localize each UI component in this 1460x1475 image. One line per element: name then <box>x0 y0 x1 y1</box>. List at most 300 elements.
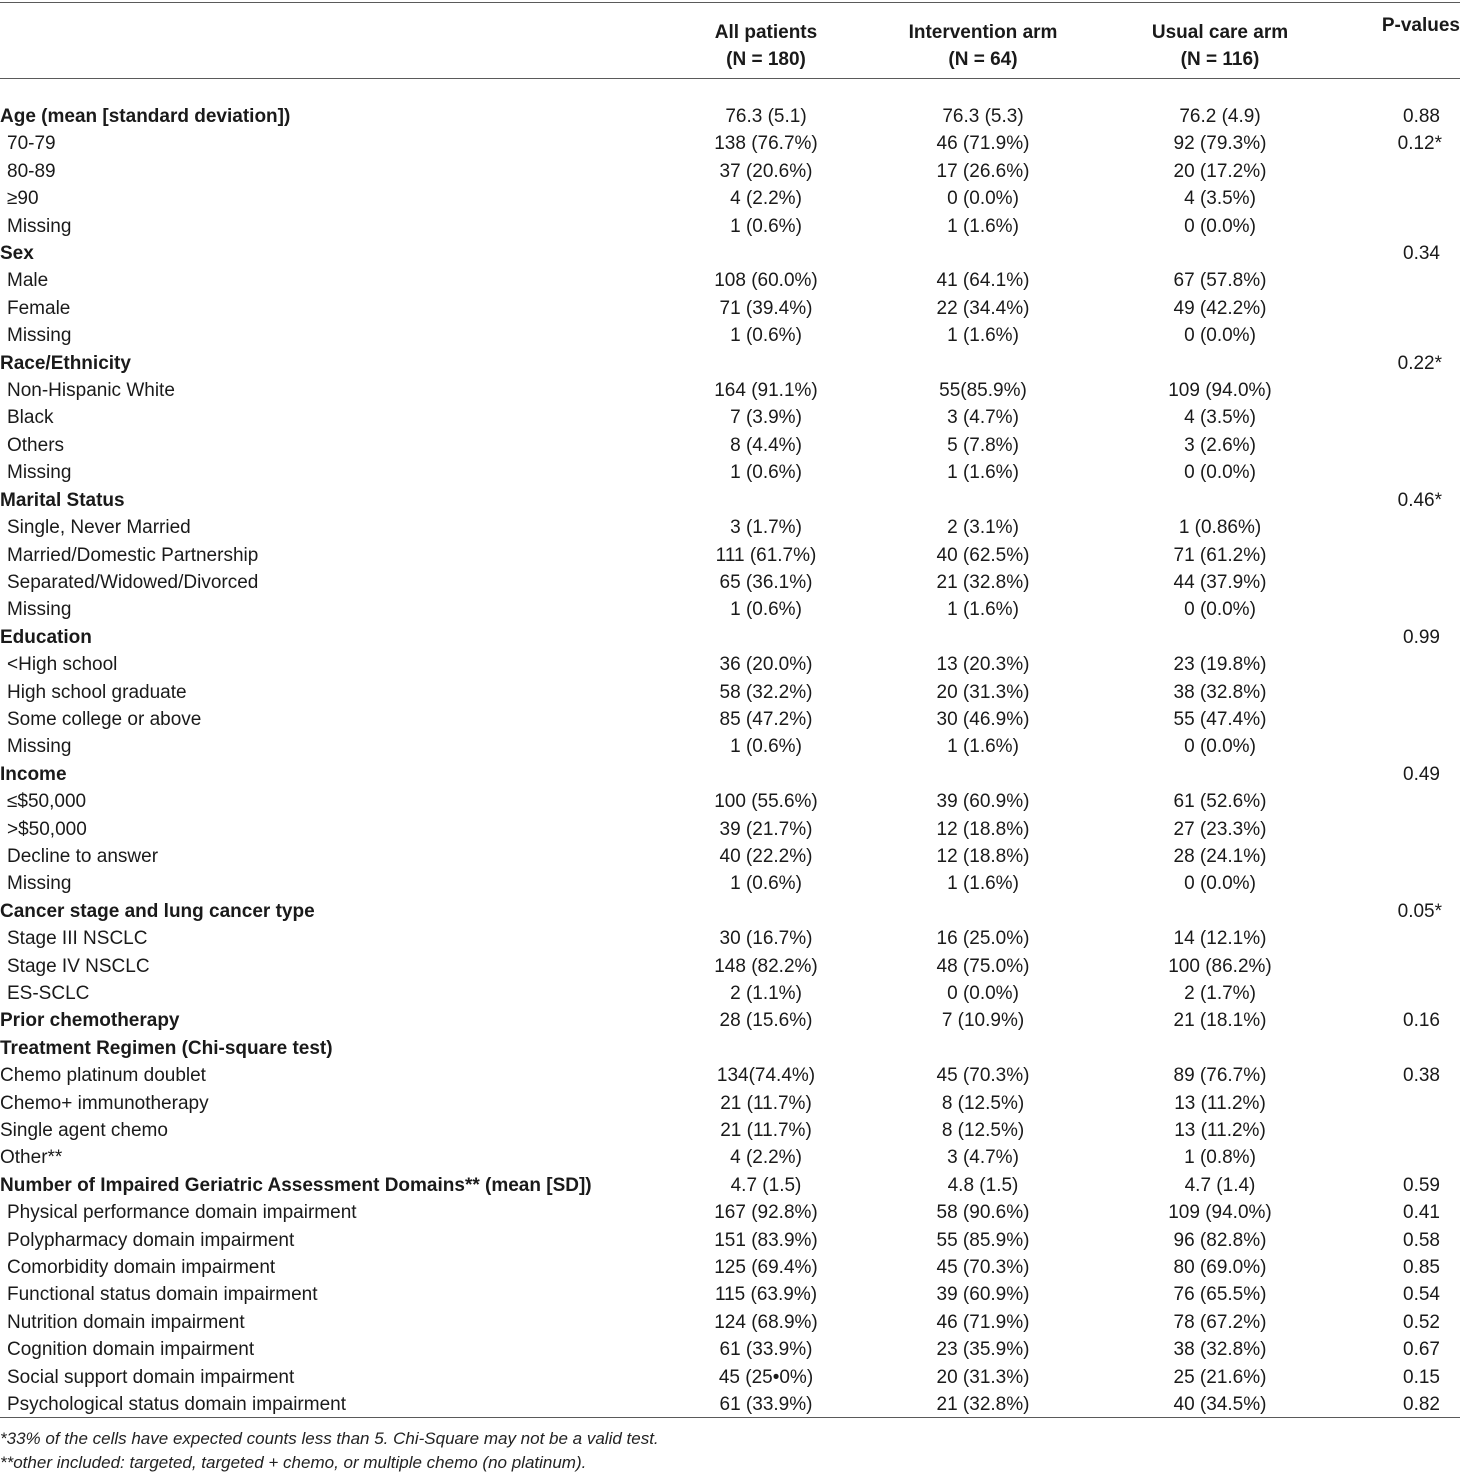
cell-all-patients: 58 (32.2%) <box>719 681 813 703</box>
row-label: Married/Domestic Partnership <box>7 544 259 566</box>
cell-all-patients: 108 (60.0%) <box>714 270 818 292</box>
cell-usual-care-arm: 20 (17.2%) <box>1173 160 1267 182</box>
cell-usual-care-arm: 89 (76.7%) <box>1173 1065 1267 1087</box>
row-label: Male <box>7 270 49 292</box>
cell-usual-care-arm: 1 (0.8%) <box>1184 1147 1256 1169</box>
row-label: Marital Status <box>0 489 125 511</box>
row-label: Missing <box>7 325 72 347</box>
cell-usual-care-arm: 13 (11.2%) <box>1174 1092 1266 1114</box>
cell-intervention-arm <box>877 1035 1089 1062</box>
table-row <box>0 267 1460 294</box>
cell-intervention-arm: 2 (3.1%) <box>947 517 1019 539</box>
cell-p-value <box>1351 816 1460 843</box>
table-row <box>0 459 1460 486</box>
cell-usual-care-arm: 71 (61.2%) <box>1173 544 1267 566</box>
cell-all-patients: 1 (0.6%) <box>730 736 802 758</box>
table-group-row <box>0 624 1460 651</box>
cell-usual-care-arm: 76.2 (4.9) <box>1179 106 1261 127</box>
cell-all-patients: 4 (2.2%) <box>730 1147 802 1169</box>
cell-all-patients <box>655 1035 877 1062</box>
header-intervention-arm-n: (N = 64) <box>948 48 1018 70</box>
table-row <box>0 1281 1460 1308</box>
cell-p-value: 0.54 <box>1403 1284 1440 1306</box>
cell-p-value: 0.67 <box>1403 1339 1440 1361</box>
cell-usual-care-arm: 4 (3.5%) <box>1184 188 1256 210</box>
cell-usual-care-arm: 0 (0.0%) <box>1184 215 1256 237</box>
cell-all-patients <box>655 487 877 514</box>
row-label: Some college or above <box>7 708 202 730</box>
table-row <box>0 1117 1460 1144</box>
cell-p-value <box>1351 267 1460 294</box>
cell-usual-care-arm: 25 (21.6%) <box>1173 1366 1267 1388</box>
cell-all-patients: 3 (1.7%) <box>730 517 802 539</box>
cell-usual-care-arm: 76 (65.5%) <box>1173 1284 1267 1306</box>
cell-all-patients: 167 (92.8%) <box>714 1202 818 1224</box>
table-row <box>0 185 1460 212</box>
row-label: Chemo platinum doublet <box>0 1065 206 1087</box>
cell-intervention-arm: 12 (18.8%) <box>936 845 1030 867</box>
header-usual-care-arm-title: Usual care arm <box>1151 21 1289 43</box>
cell-all-patients: 100 (55.6%) <box>714 791 818 813</box>
cell-all-patients: 7 (3.9%) <box>730 407 802 429</box>
cell-usual-care-arm: 28 (24.1%) <box>1173 845 1267 867</box>
table-group-row <box>0 240 1460 267</box>
cell-all-patients: 111 (61.7%) <box>715 544 817 566</box>
cell-all-patients: 1 (0.6%) <box>730 215 802 237</box>
cell-usual-care-arm: 27 (23.3%) <box>1173 818 1267 840</box>
cell-usual-care-arm <box>1089 487 1351 514</box>
table-row <box>0 843 1460 870</box>
table-row <box>0 404 1460 431</box>
table-group-row <box>0 91 1460 130</box>
cell-usual-care-arm: 4 (3.5%) <box>1184 407 1256 429</box>
cell-usual-care-arm: 38 (32.8%) <box>1173 681 1267 703</box>
row-label: ≥90 <box>7 188 39 210</box>
row-label: Stage III NSCLC <box>7 928 148 950</box>
row-label: Psychological status domain impairment <box>7 1394 346 1416</box>
row-label: Age (mean [standard deviation]) <box>0 106 291 127</box>
table-row <box>0 816 1460 843</box>
cell-all-patients: 85 (47.2%) <box>719 708 813 730</box>
header-p-values-title: P-values <box>1381 15 1460 36</box>
cell-intervention-arm: 7 (10.9%) <box>941 1010 1025 1032</box>
footnote-chi-square: *33% of the cells have expected counts less than 5. Chi-Square may not be a valid test. <box>0 1429 659 1448</box>
cell-all-patients: 21 (11.7%) <box>720 1092 812 1114</box>
cell-p-value <box>1351 733 1460 760</box>
table-row <box>0 514 1460 541</box>
table-body <box>0 91 1460 1419</box>
cell-p-value: 0.46* <box>1397 489 1442 511</box>
cell-all-patients: 30 (16.7%) <box>719 928 813 950</box>
row-label: Chemo+ immunotherapy <box>0 1092 209 1114</box>
cell-p-value <box>1351 679 1460 706</box>
cell-intervention-arm: 41 (64.1%) <box>936 270 1030 292</box>
cell-all-patients <box>655 898 877 925</box>
cell-all-patients: 71 (39.4%) <box>719 297 813 319</box>
row-label: Separated/Widowed/Divorced <box>7 571 259 593</box>
cell-p-value <box>1351 514 1460 541</box>
cell-intervention-arm: 30 (46.9%) <box>936 708 1030 730</box>
cell-intervention-arm: 21 (32.8%) <box>936 571 1030 593</box>
cell-usual-care-arm: 2 (1.7%) <box>1184 983 1256 1004</box>
cell-intervention-arm: 45 (70.3%) <box>936 1257 1030 1279</box>
cell-intervention-arm: 1 (1.6%) <box>947 462 1019 484</box>
cell-usual-care-arm: 3 (2.6%) <box>1184 434 1256 456</box>
table-row <box>0 1090 1460 1117</box>
cell-usual-care-arm <box>1089 350 1351 377</box>
cell-p-value <box>1351 1144 1460 1171</box>
cell-intervention-arm: 23 (35.9%) <box>936 1339 1030 1361</box>
cell-usual-care-arm: 100 (86.2%) <box>1168 955 1272 977</box>
table-group-row <box>0 1007 1460 1034</box>
cell-p-value <box>1351 706 1460 733</box>
cell-p-value <box>1351 1117 1460 1144</box>
row-label: ≤$50,000 <box>7 791 87 813</box>
cell-usual-care-arm: 49 (42.2%) <box>1173 297 1267 319</box>
cell-intervention-arm: 1 (1.6%) <box>947 873 1019 895</box>
cell-intervention-arm <box>877 240 1089 267</box>
row-label: Black <box>7 407 54 429</box>
row-label: Cognition domain impairment <box>7 1339 255 1361</box>
cell-usual-care-arm <box>1089 240 1351 267</box>
row-label: Non-Hispanic White <box>7 380 175 402</box>
table-row <box>0 679 1460 706</box>
cell-all-patients: 134(74.4%) <box>716 1065 816 1087</box>
table-row <box>0 1199 1460 1226</box>
cell-intervention-arm: 22 (34.4%) <box>936 297 1030 319</box>
cell-intervention-arm: 16 (25.0%) <box>936 928 1030 950</box>
cell-all-patients: 138 (76.7%) <box>714 133 818 155</box>
cell-intervention-arm <box>877 487 1089 514</box>
cell-p-value: 0.85 <box>1403 1257 1440 1279</box>
row-label: Race/Ethnicity <box>0 352 131 374</box>
row-label: Comorbidity domain impairment <box>7 1257 276 1279</box>
cell-usual-care-arm: 1 (0.86%) <box>1178 517 1262 539</box>
table-row <box>0 1336 1460 1363</box>
cell-p-value <box>1351 158 1460 185</box>
cell-usual-care-arm: 0 (0.0%) <box>1184 599 1256 621</box>
row-label: Female <box>7 297 71 319</box>
cell-intervention-arm: 55(85.9%) <box>939 380 1027 402</box>
cell-intervention-arm: 39 (60.9%) <box>936 1284 1030 1306</box>
cell-all-patients: 4.7 (1.5) <box>730 1174 802 1196</box>
cell-all-patients: 37 (20.6%) <box>719 160 813 182</box>
cell-usual-care-arm: 61 (52.6%) <box>1173 791 1267 813</box>
cell-all-patients: 164 (91.1%) <box>714 380 818 402</box>
cell-usual-care-arm: 92 (79.3%) <box>1173 133 1267 155</box>
cell-p-value <box>1351 569 1460 596</box>
cell-intervention-arm <box>877 761 1089 788</box>
cell-usual-care-arm: 80 (69.0%) <box>1173 1257 1267 1279</box>
cell-p-value <box>1351 459 1460 486</box>
cell-all-patients: 1 (0.6%) <box>730 599 802 621</box>
cell-p-value <box>1351 980 1460 1007</box>
row-label: Functional status domain impairment <box>7 1284 318 1306</box>
table-row <box>0 596 1460 623</box>
cell-all-patients: 76.3 (5.1) <box>725 106 807 127</box>
row-label: Nutrition domain impairment <box>7 1311 245 1333</box>
header-all-patients <box>655 0 877 91</box>
cell-p-value: 0.22* <box>1397 352 1442 374</box>
cell-intervention-arm: 46 (71.9%) <box>936 133 1030 155</box>
table-header <box>0 0 1460 91</box>
cell-p-value <box>1351 925 1460 952</box>
cell-all-patients: 21 (11.7%) <box>720 1120 812 1142</box>
cell-intervention-arm: 5 (7.8%) <box>947 434 1019 456</box>
cell-all-patients: 28 (15.6%) <box>719 1010 813 1032</box>
cell-intervention-arm: 8 (12.5%) <box>941 1092 1025 1114</box>
cell-intervention-arm: 21 (32.8%) <box>936 1394 1030 1416</box>
table-row <box>0 651 1460 678</box>
cell-usual-care-arm <box>1089 1035 1351 1062</box>
header-label-column <box>0 0 655 91</box>
cell-all-patients: 61 (33.9%) <box>719 1394 813 1416</box>
table-row <box>0 706 1460 733</box>
row-label: Education <box>0 626 92 648</box>
cell-all-patients: 148 (82.2%) <box>714 955 818 977</box>
cell-p-value: 0.38 <box>1403 1065 1440 1087</box>
cell-intervention-arm: 4.8 (1.5) <box>947 1174 1019 1196</box>
cell-all-patients: 151 (83.9%) <box>714 1229 818 1251</box>
table-row <box>0 1364 1460 1391</box>
cell-intervention-arm: 8 (12.5%) <box>941 1120 1025 1142</box>
row-label: Missing <box>7 215 72 237</box>
table-row <box>0 569 1460 596</box>
cell-usual-care-arm: 0 (0.0%) <box>1184 873 1256 895</box>
cell-p-value: 0.49 <box>1403 763 1440 785</box>
row-label: 80-89 <box>7 160 56 182</box>
table-row <box>0 158 1460 185</box>
cell-usual-care-arm: 109 (94.0%) <box>1168 380 1272 402</box>
cell-intervention-arm: 0 (0.0%) <box>947 983 1019 1004</box>
cell-usual-care-arm: 44 (37.9%) <box>1173 571 1267 593</box>
table-row <box>0 213 1460 240</box>
cell-all-patients <box>655 240 877 267</box>
cell-all-patients: 61 (33.9%) <box>719 1339 813 1361</box>
table-row <box>0 1227 1460 1254</box>
cell-usual-care-arm: 0 (0.0%) <box>1184 325 1256 347</box>
cell-all-patients <box>655 761 877 788</box>
cell-usual-care-arm: 109 (94.0%) <box>1168 1202 1272 1224</box>
row-label: Other** <box>0 1147 63 1169</box>
table-row <box>0 788 1460 815</box>
cell-intervention-arm: 55 (85.9%) <box>936 1229 1030 1251</box>
row-label: Sex <box>0 243 34 265</box>
cell-intervention-arm: 46 (71.9%) <box>936 1311 1030 1333</box>
cell-usual-care-arm <box>1089 761 1351 788</box>
header-all-patients-title: All patients <box>714 21 818 43</box>
cell-intervention-arm: 20 (31.3%) <box>936 681 1030 703</box>
cell-all-patients: 45 (25•0%) <box>718 1366 814 1388</box>
cell-p-value <box>1351 870 1460 897</box>
cell-p-value <box>1351 432 1460 459</box>
row-label: Others <box>7 434 65 456</box>
cell-p-value: 0.59 <box>1403 1174 1440 1196</box>
cell-intervention-arm: 0 (0.0%) <box>947 188 1019 210</box>
table-group-row <box>0 898 1460 925</box>
cell-p-value <box>1351 404 1460 431</box>
row-label: Missing <box>7 462 72 484</box>
cell-p-value <box>1351 843 1460 870</box>
cell-p-value <box>1351 1035 1460 1062</box>
table-row <box>0 1391 1460 1418</box>
table-row <box>0 295 1460 322</box>
cell-p-value: 0.99 <box>1403 626 1440 648</box>
cell-usual-care-arm: 0 (0.0%) <box>1184 736 1256 758</box>
cell-p-value: 0.88 <box>1403 106 1440 127</box>
cell-usual-care-arm: 14 (12.1%) <box>1173 928 1267 950</box>
cell-usual-care-arm: 21 (18.1%) <box>1173 1010 1267 1032</box>
table-row <box>0 733 1460 760</box>
cell-p-value: 0.52 <box>1403 1311 1440 1333</box>
row-label: ES-SCLC <box>7 983 90 1004</box>
table-group-row <box>0 1035 1460 1062</box>
row-label: Number of Impaired Geriatric Assessment Domains** (mean [SD]) <box>0 1174 592 1196</box>
row-label: High school graduate <box>7 681 187 703</box>
cell-all-patients: 1 (0.6%) <box>730 873 802 895</box>
table-group-row <box>0 761 1460 788</box>
cell-intervention-arm: 1 (1.6%) <box>947 215 1019 237</box>
cell-usual-care-arm: 67 (57.8%) <box>1173 270 1267 292</box>
table-row <box>0 953 1460 980</box>
cell-intervention-arm: 76.3 (5.3) <box>942 106 1024 127</box>
cell-all-patients: 65 (36.1%) <box>719 571 813 593</box>
cell-usual-care-arm <box>1089 898 1351 925</box>
table-row <box>0 1309 1460 1336</box>
row-label: Single agent chemo <box>0 1120 168 1142</box>
table-row <box>0 432 1460 459</box>
cell-all-patients: 124 (68.9%) <box>714 1311 818 1333</box>
header-intervention-arm-title: Intervention arm <box>908 21 1058 43</box>
cell-intervention-arm: 17 (26.6%) <box>936 160 1030 182</box>
cell-intervention-arm <box>877 624 1089 651</box>
cell-all-patients: 1 (0.6%) <box>730 462 802 484</box>
cell-p-value <box>1351 213 1460 240</box>
cell-p-value <box>1351 953 1460 980</box>
cell-intervention-arm: 45 (70.3%) <box>936 1065 1030 1087</box>
cell-intervention-arm: 3 (4.7%) <box>947 1147 1019 1169</box>
row-label: Single, Never Married <box>7 517 191 539</box>
cell-p-value <box>1351 377 1460 404</box>
cell-all-patients: 125 (69.4%) <box>714 1257 818 1279</box>
table-row <box>0 130 1460 157</box>
cell-usual-care-arm: 40 (34.5%) <box>1173 1394 1267 1416</box>
cell-intervention-arm <box>877 350 1089 377</box>
cell-intervention-arm: 12 (18.8%) <box>936 818 1030 840</box>
table-row <box>0 1144 1460 1171</box>
cell-intervention-arm: 1 (1.6%) <box>947 325 1019 347</box>
cell-p-value <box>1351 295 1460 322</box>
table-group-row <box>0 1172 1460 1199</box>
header-usual-care-arm <box>1089 0 1351 91</box>
header-intervention-arm <box>877 0 1089 91</box>
cell-all-patients: 40 (22.2%) <box>719 845 813 867</box>
row-label: Prior chemotherapy <box>0 1010 180 1032</box>
cell-p-value <box>1351 788 1460 815</box>
cell-p-value: 0.82 <box>1403 1394 1440 1416</box>
row-label: <High school <box>7 654 118 676</box>
cell-usual-care-arm: 38 (32.8%) <box>1173 1339 1267 1361</box>
cell-all-patients: 1 (0.6%) <box>730 325 802 347</box>
cell-p-value: 0.41 <box>1403 1202 1440 1224</box>
cell-p-value <box>1351 596 1460 623</box>
row-label: 70-79 <box>7 133 56 155</box>
cell-usual-care-arm: 96 (82.8%) <box>1173 1229 1267 1251</box>
cell-usual-care-arm: 0 (0.0%) <box>1184 462 1256 484</box>
cell-intervention-arm: 48 (75.0%) <box>936 955 1030 977</box>
row-label: Cancer stage and lung cancer type <box>0 900 315 922</box>
row-label: Income <box>0 763 67 785</box>
table-group-row <box>0 487 1460 514</box>
table-row <box>0 980 1460 1007</box>
cell-usual-care-arm: 78 (67.2%) <box>1173 1311 1267 1333</box>
cell-usual-care-arm: 13 (11.2%) <box>1174 1120 1266 1142</box>
cell-p-value <box>1351 1090 1460 1117</box>
cell-p-value <box>1351 651 1460 678</box>
cell-p-value <box>1351 322 1460 349</box>
cell-intervention-arm: 13 (20.3%) <box>936 654 1030 676</box>
row-label: >$50,000 <box>7 818 87 840</box>
cell-usual-care-arm: 4.7 (1.4) <box>1184 1174 1256 1196</box>
row-label: Treatment Regimen (Chi-square test) <box>0 1037 333 1059</box>
table-group-row <box>0 350 1460 377</box>
cell-intervention-arm: 1 (1.6%) <box>947 736 1019 758</box>
table-row <box>0 925 1460 952</box>
cell-p-value <box>1351 542 1460 569</box>
row-label: Missing <box>7 873 72 895</box>
cell-all-patients: 36 (20.0%) <box>719 654 813 676</box>
cell-all-patients: 4 (2.2%) <box>730 188 802 210</box>
row-label: Decline to answer <box>7 845 159 867</box>
table-row <box>0 1062 1460 1089</box>
cell-intervention-arm: 20 (31.3%) <box>936 1366 1030 1388</box>
footnote-other: **other included: targeted, targeted + chemo, or multiple chemo (no platinum). <box>0 1453 587 1472</box>
cell-p-value: 0.34 <box>1403 243 1440 265</box>
row-label: Polypharmacy domain impairment <box>7 1229 295 1251</box>
cell-p-value: 0.05* <box>1397 900 1442 922</box>
cell-p-value: 0.16 <box>1403 1010 1440 1032</box>
cell-intervention-arm: 3 (4.7%) <box>947 407 1019 429</box>
table-row <box>0 377 1460 404</box>
cell-all-patients: 8 (4.4%) <box>730 434 802 456</box>
row-label: Social support domain impairment <box>7 1366 295 1388</box>
header-usual-care-arm-n: (N = 116) <box>1180 48 1260 70</box>
cell-all-patients: 2 (1.1%) <box>730 983 802 1004</box>
cell-intervention-arm: 1 (1.6%) <box>947 599 1019 621</box>
cell-intervention-arm <box>877 898 1089 925</box>
cell-usual-care-arm <box>1089 624 1351 651</box>
cell-p-value: 0.12* <box>1397 133 1442 155</box>
row-label: Stage IV NSCLC <box>7 955 150 977</box>
cell-intervention-arm: 39 (60.9%) <box>936 791 1030 813</box>
cell-p-value <box>1351 185 1460 212</box>
table-row <box>0 870 1460 897</box>
table-row <box>0 542 1460 569</box>
header-all-patients-n: (N = 180) <box>726 48 806 70</box>
row-label: Physical performance domain impairment <box>7 1202 357 1224</box>
cell-all-patients: 115 (63.9%) <box>714 1284 818 1306</box>
cell-p-value: 0.58 <box>1403 1229 1440 1251</box>
cell-intervention-arm: 40 (62.5%) <box>936 544 1030 566</box>
row-label: Missing <box>7 599 72 621</box>
cell-p-value: 0.15 <box>1403 1366 1440 1388</box>
cell-usual-care-arm: 23 (19.8%) <box>1173 654 1267 676</box>
header-p-values <box>1351 0 1460 91</box>
cell-all-patients: 39 (21.7%) <box>719 818 813 840</box>
table-row <box>0 1254 1460 1281</box>
cell-usual-care-arm: 55 (47.4%) <box>1173 708 1267 730</box>
cell-all-patients <box>655 350 877 377</box>
